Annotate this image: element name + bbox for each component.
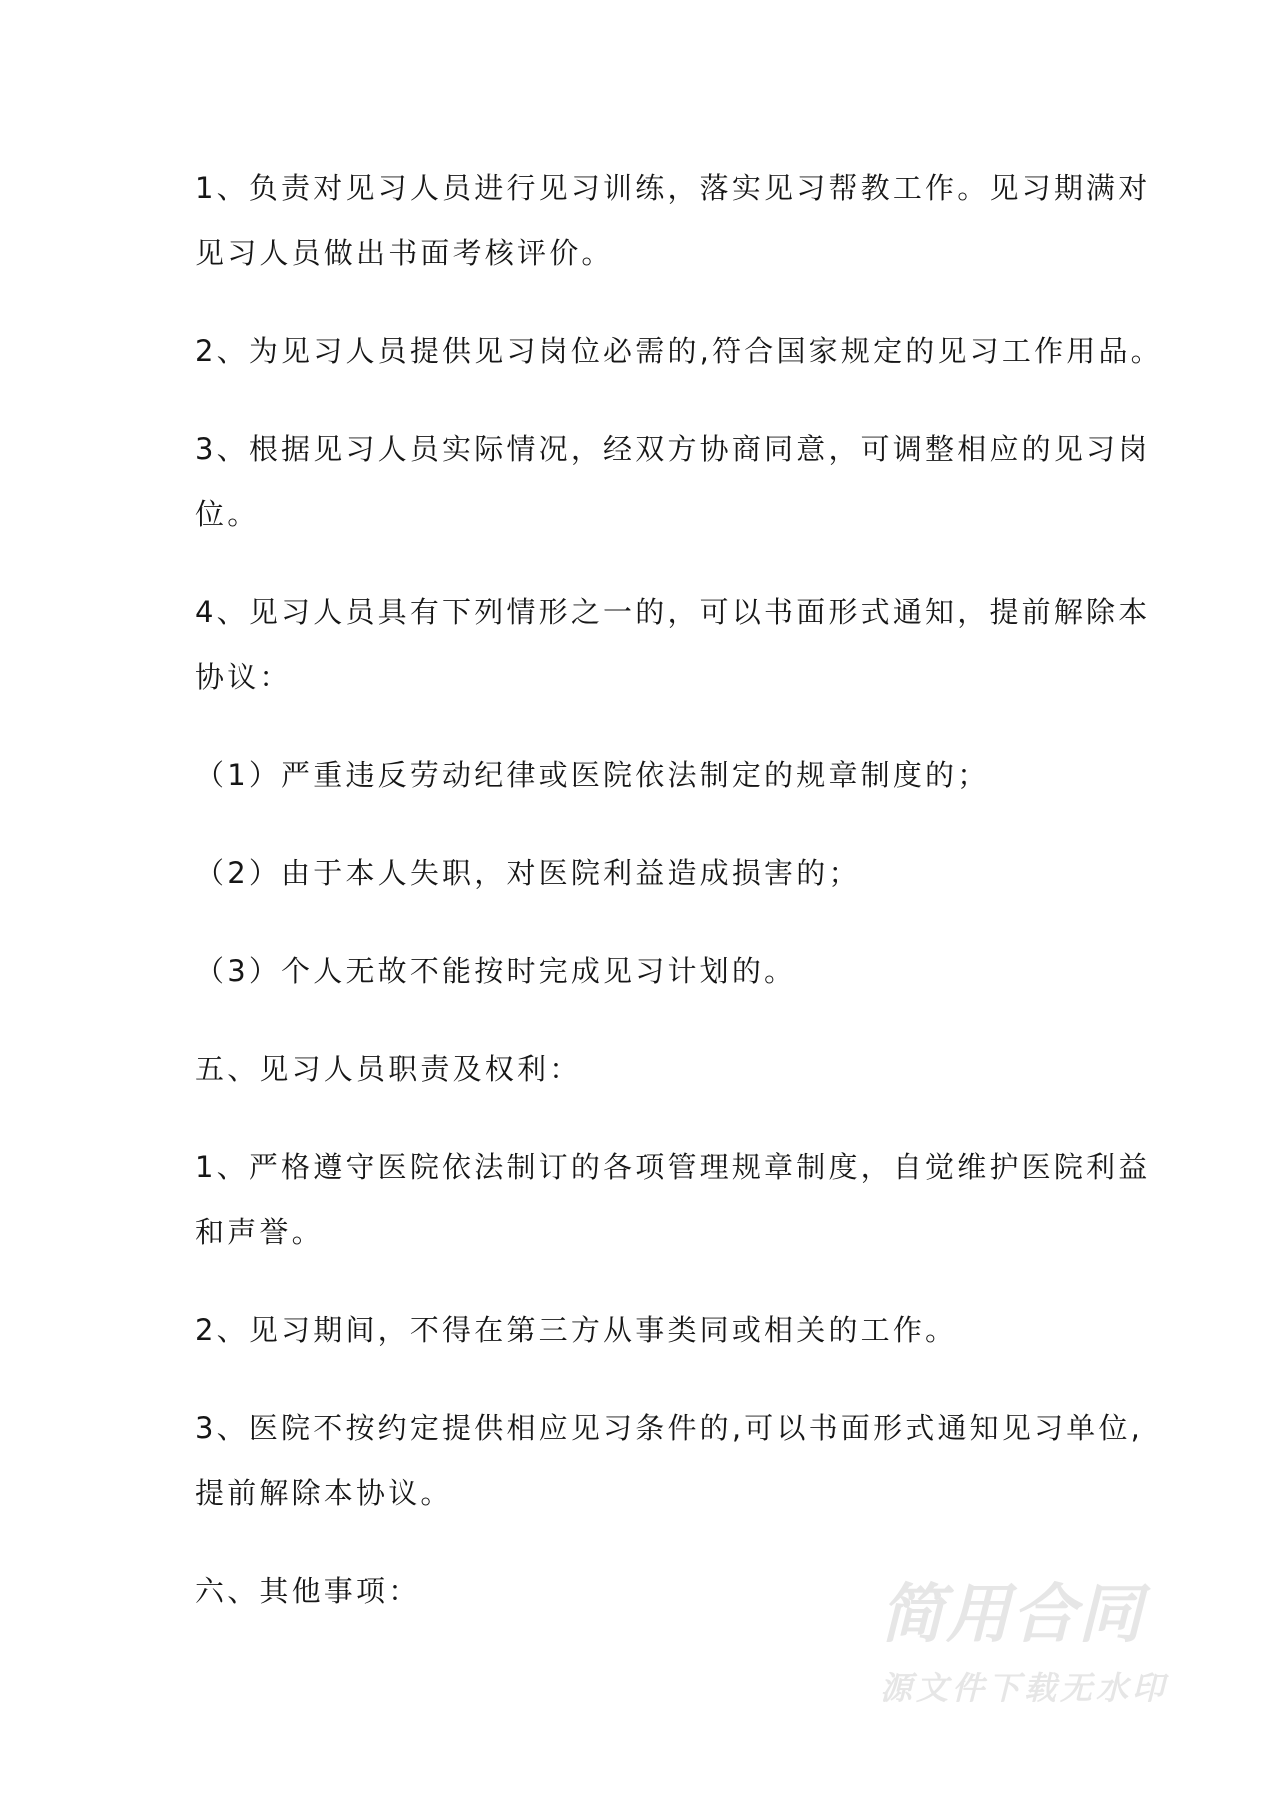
watermark-title: 简用合同 [880,1578,1144,1652]
clause-2: 2、为见习人员提供见习岗位必需的,符合国家规定的见习工作用品。 [195,334,1163,368]
section-5-clause-2: 2、见习期间，不得在第三方从事类同或相关的工作。 [195,1313,958,1347]
clause-3-line-1: 3、根据见习人员实际情况，经双方协商同意，可调整相应的见习岗 [195,432,1151,466]
section-5-heading: 五、见习人员职责及权利： [195,1052,582,1086]
watermark [880,1580,1200,1708]
clause-4-line-1: 4、见习人员具有下列情形之一的，可以书面形式通知，提前解除本 [195,595,1151,629]
section-5-clause-1-line-1: 1、严格遵守医院依法制订的各项管理规章制度，自觉维护医院利益 [195,1150,1151,1184]
section-5-clause-1-line-2: 和声誉。 [195,1215,324,1249]
watermark-subtitle: 源文件下载无水印 [880,1669,1169,1707]
clause-1-line-2: 见习人员做出书面考核评价。 [195,236,614,270]
sub-clause-1: （1）严重违反劳动纪律或医院依法制定的规章制度的； [195,758,990,792]
clause-3-line-2: 位。 [195,497,260,531]
section-6-heading: 六、其他事项： [195,1574,421,1608]
clause-1-line-1: 1、负责对见习人员进行见习训练，落实见习帮教工作。见习期满对 [195,171,1151,205]
clause-4-line-2: 协议： [195,660,292,694]
section-5-clause-3-line-1: 3、医院不按约定提供相应见习条件的,可以书面形式通知见习单位, [195,1411,1144,1445]
section-5-clause-3-line-2: 提前解除本协议。 [195,1476,453,1510]
sub-clause-2: （2）由于本人失职，对医院利益造成损害的； [195,856,861,890]
sub-clause-3: （3）个人无故不能按时完成见习计划的。 [195,954,797,988]
